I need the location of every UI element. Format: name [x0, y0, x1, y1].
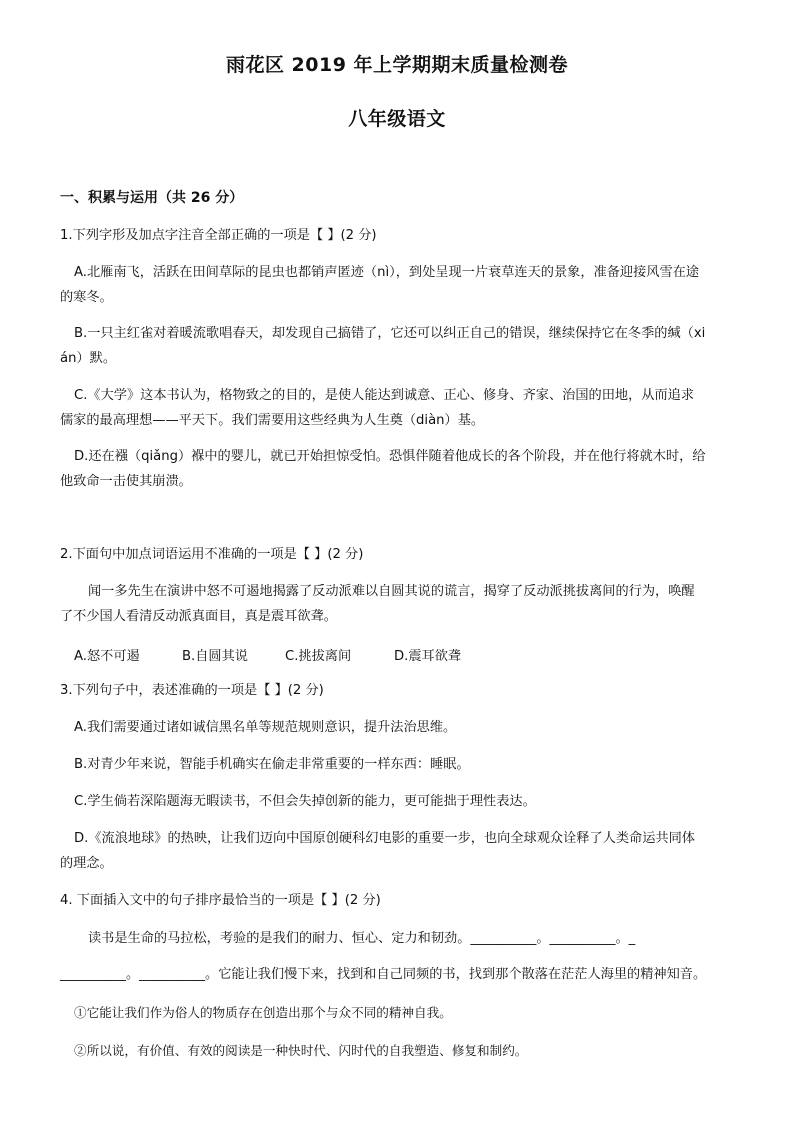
question-2-stem: 2.下面句中加点词语运用不准确的一项是【 】(2 分) — [60, 547, 364, 562]
question-1-option-a-line1: A.北雁南飞，活跃在田间草际的昆虫也都销声匿迹（nì），到处呈现一片衰草连天的景象，准备迎接风雪在途 — [74, 265, 700, 280]
question-3-option-a: A.我们需要通过诸如诚信黑名单等规范规则意识，提升法治思维。 — [74, 720, 457, 735]
question-2-option-b: B.自圆其说 — [182, 649, 248, 664]
question-1-option-b-line2: án）默。 — [60, 351, 117, 366]
question-4-passage-line2: __________。__________。它能让我们慢下来，找到和自己同频的书，找到那个散落在茫茫人海里的精神知音。 — [60, 967, 707, 982]
question-1-option-d-line1: D.还在襁（qiǎng）褓中的婴儿，就已开始担惊受怕。恐惧伴随着他成长的各个阶段，并在他行将就木时，给 — [74, 449, 706, 464]
question-3-option-d-line2: 的理念。 — [60, 856, 113, 871]
question-2-option-a: A.怒不可遏 — [74, 649, 140, 664]
question-2-passage-line2: 了不少国人看清反动派真面目，真是震耳欲聋。 — [60, 609, 337, 624]
question-3-stem: 3.下列句子中，表述准确的一项是【 】(2 分) — [60, 683, 324, 698]
exam-title: 雨花区 2019 年上学期期末质量检测卷 — [225, 54, 569, 76]
section-heading: 一、积累与运用（共 26 分） — [60, 190, 244, 206]
question-4-sentence-2: ②所以说，有价值、有效的阅读是一种快时代、闪时代的自我塑造、修复和制约。 — [74, 1043, 528, 1058]
exam-subtitle: 八年级语文 — [348, 108, 446, 130]
question-3-option-b: B.对青少年来说，智能手机确实在偷走非常重要的一样东西：睡眠。 — [74, 757, 470, 772]
question-4-passage-line1: 读书是生命的马拉松，考验的是我们的耐力、恒心、定力和韧劲。__________。__________。_ — [88, 931, 636, 946]
question-1-option-d-line2: 他致命一击使其崩溃。 — [60, 474, 192, 489]
question-4-sentence-1: ①它能让我们作为俗人的物质存在创造出那个与众不同的精神自我。 — [74, 1005, 452, 1020]
question-2-passage-line1: 闻一多先生在演讲中怒不可遏地揭露了反动派难以自圆其说的谎言，揭穿了反动派挑拔离间的行为，唤醒 — [88, 584, 695, 599]
question-1-stem: 1.下列字形及加点字注音全部正确的一项是【 】(2 分) — [60, 228, 377, 243]
question-4-stem: 4. 下面插入文中的句子排序最恰当的一项是【 】(2 分) — [60, 893, 381, 908]
question-3-option-c: C.学生倘若深陷题海无暇读书，不但会失掉创新的能力，更可能拙于理性表达。 — [74, 794, 536, 809]
question-2-option-c: C.挑拔离间 — [285, 649, 352, 664]
question-1-option-c-line1: C.《大学》这本书认为，格物致之的目的，是使人能达到诚意、正心、修身、齐家、治国的田地，从而追求 — [74, 388, 695, 403]
question-1-option-b-line1: B.一只主红雀对着暖流歌唱春天，却发现自己搞错了，它还可以纠正自己的错误，继续保持它在冬季的缄（xi — [74, 326, 706, 341]
question-3-option-d-line1: D.《流浪地球》的热映，让我们迈向中国原创硬科幻电影的重要一步，也向全球观众诠释了人类命运共同体 — [74, 831, 695, 846]
question-1-option-a-line2: 的寒冬。 — [60, 290, 113, 305]
question-2-option-d: D.震耳欲聋 — [394, 649, 462, 664]
question-1-option-c-line2: 儒家的最高理想——平天下。我们需要用这些经典为人生奠（diàn）基。 — [60, 413, 485, 428]
